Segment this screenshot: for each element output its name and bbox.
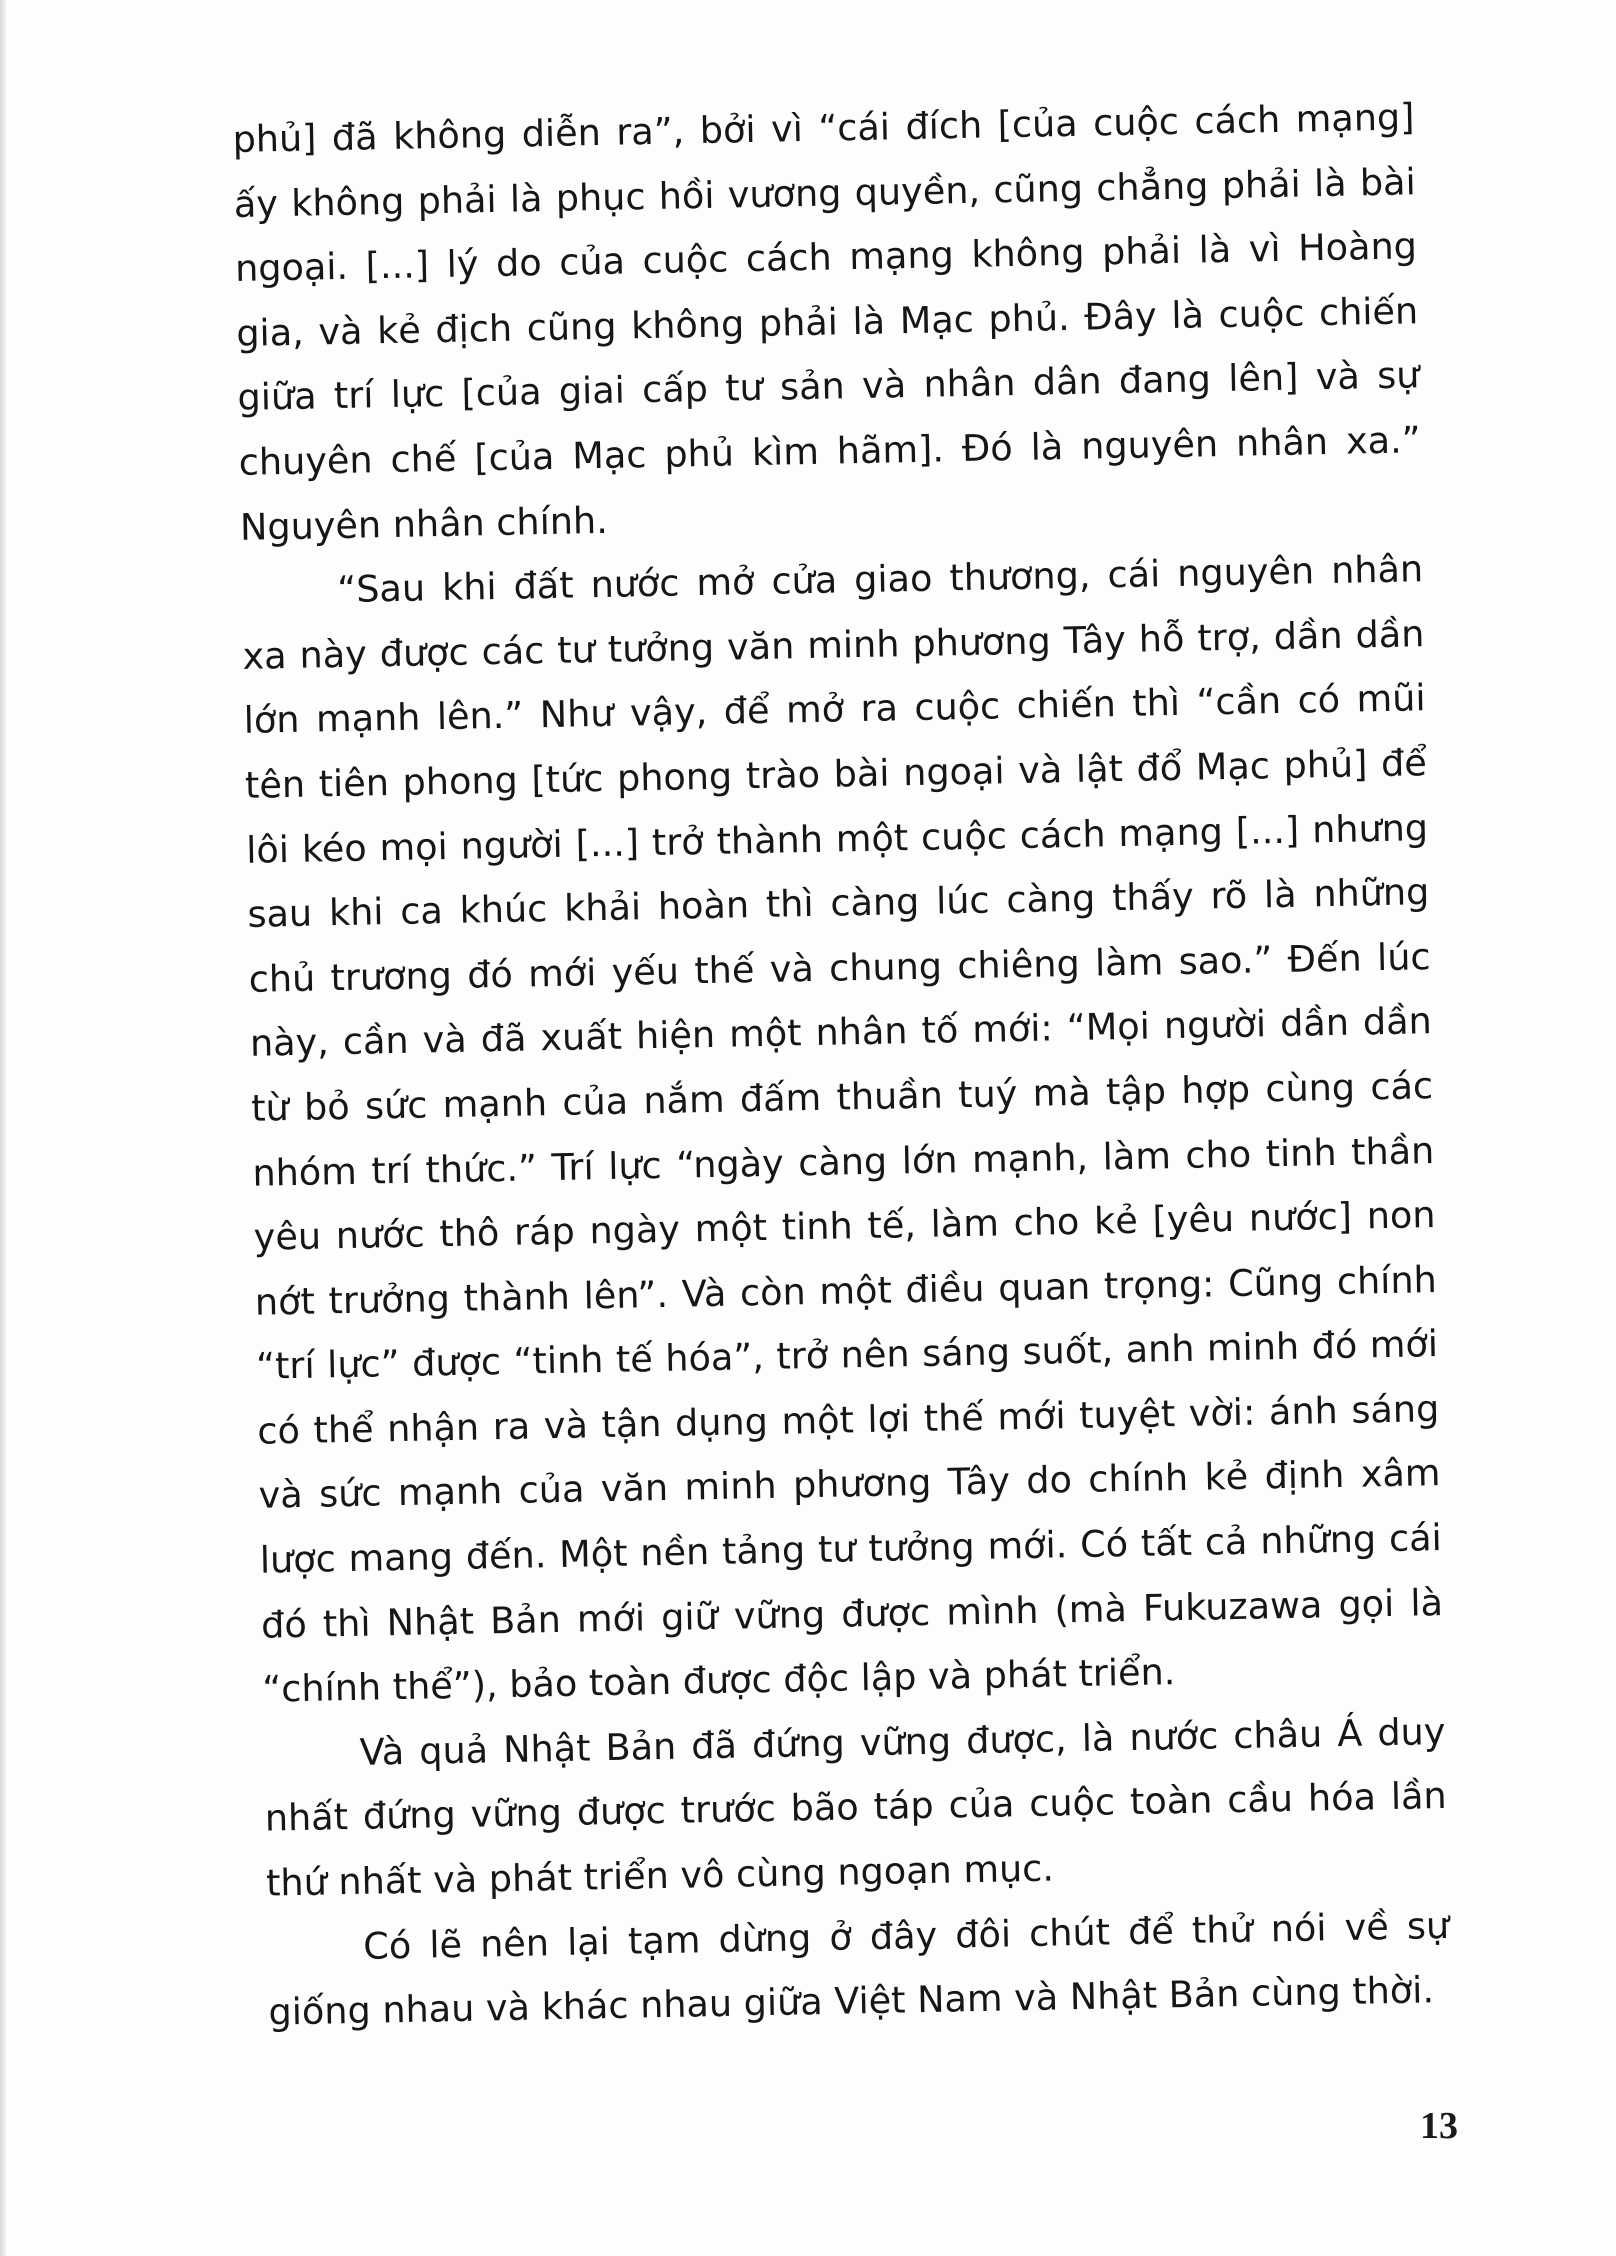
paragraph-2: “Sau khi đất nước mở cửa giao thương, cái nguyên nhân xa này được các tư tưởng văn minh phương Tây hỗ trợ, dần dần lớn mạnh lên.” Như vậy, để mở ra cuộc chiến thì “cần có mũi tên tiên phong [tức phong trào bài ngoại và lật đổ Mạc phủ] để lôi kéo mọi người [...] trở thành một cuộc cách mạng [...] nhưng sau khi ca khúc khải hoàn thì càng lúc càng thấy rõ là những chủ trương đó mới yếu thế và chung chiêng làm sao.” Đến lúc này, cần và đã xuất hiện một nhân tố mới: “Mọi người dần dần từ bỏ sức mạnh của nắm đấm thuần tuý mà tập hợp cùng các nhóm trí thức.” Trí lực “ngày càng lớn mạnh, làm cho tinh thần yêu nước thô ráp ngày một tinh tế, làm cho kẻ [yêu nước] non nớt trưởng thành lên”. Và còn một điều quan trọng: Cũng chính “trí lực” được “tinh tế hóa”, trở nên sáng suốt, anh minh đó mới có thể nhận ra và tận dụng một lợi thế mới tuyệt vời: ánh sáng và sức mạnh của văn minh phương Tây do chính kẻ định xâm lược mang đến. Một nền tảng tư tưởng mới. Có tất cả những cái đó thì Nhật Bản mới giữ vững được mình (mà Fukuzawa gọi là “chính thể”), bảo toàn được độc lập và phát triển. <box>242 547 1444 1711</box>
paragraph-4: Có lẽ nên lại tạm dừng ở đây đôi chút để thử nói về sự giống nhau và khác nhau giữa Việt Nam và Nhật Bản cùng thời. <box>268 1903 1450 2034</box>
page-binding-edge <box>0 0 6 2256</box>
body-text <box>232 85 1451 2045</box>
paragraph-3: Và quả Nhật Bản đã đứng vững được, là nước châu Á duy nhất đứng vững được trước bão táp của cuộc toàn cầu hóa lần thứ nhất và phát triển vô cùng ngoạn mục. <box>264 1709 1448 1905</box>
page-number: 13 <box>1420 2105 1458 2147</box>
paragraph-1: phủ] đã không diễn ra”, bởi vì “cái đích [của cuộc cách mạng] ấy không phải là phục hồi vương quyền, cũng chẳng phải là bài ngoại. [...] lý do của cuộc cách mạng không phải là vì Hoàng gia, và kẻ địch cũng không phải là Mạc phủ. Đây là cuộc chiến giữa trí lực [của giai cấp tư sản và nhân dân đang lên] và sự chuyên chế [của Mạc phủ kìm hãm]. Đó là nguyên nhân xa.” Nguyên nhân chính. <box>232 95 1421 549</box>
